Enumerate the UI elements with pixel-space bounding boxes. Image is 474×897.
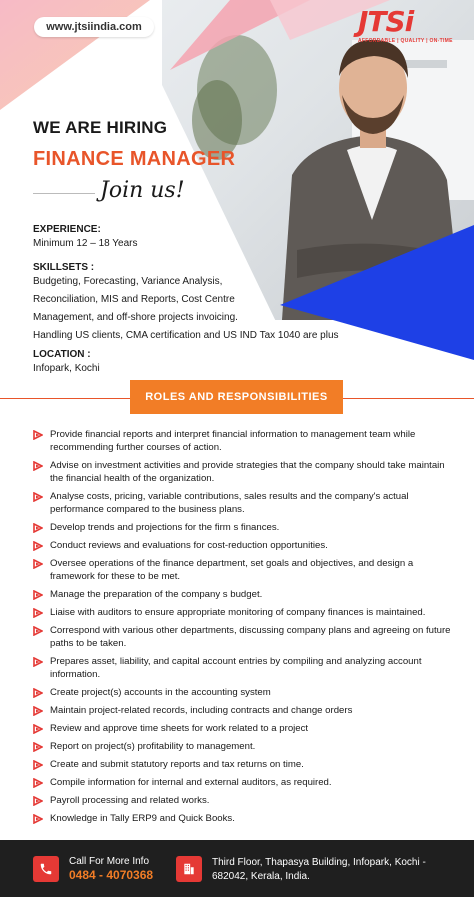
responsibility-item: [33, 606, 453, 619]
skills-line: Reconciliation, MIS and Reports, Cost Centre: [33, 294, 235, 305]
responsibility-item: [33, 624, 453, 650]
responsibility-item: [33, 557, 453, 583]
play-bullet-icon: [33, 608, 43, 618]
play-bullet-icon: [33, 814, 43, 824]
call-label: Call For More Info: [69, 856, 150, 867]
location-label: LOCATION :: [33, 349, 91, 360]
location-value: Infopark, Kochi: [33, 363, 100, 374]
play-bullet-icon: [33, 559, 43, 569]
responsibility-item: [33, 686, 453, 699]
responsibility-text: Correspond with various other departments, discussing company plans and agreeing on future paths to be taken.: [50, 625, 451, 649]
responsibility-item: [33, 812, 453, 825]
phone-number[interactable]: 0484 - 4070368: [69, 868, 154, 882]
responsibility-item: [33, 521, 453, 534]
skills-section: [33, 262, 339, 345]
play-bullet-icon: [33, 760, 43, 770]
responsibility-item: [33, 722, 453, 735]
play-bullet-icon: [33, 688, 43, 698]
join-us-script: Join us!: [100, 178, 185, 203]
responsibility-item: [33, 794, 453, 807]
responsibility-item: [33, 776, 453, 789]
responsibility-text: Maintain project-related records, including contracts and change orders: [50, 705, 353, 716]
responsibility-text: Payroll processing and related works.: [50, 795, 210, 806]
job-title: FINANCE MANAGER: [33, 148, 236, 170]
responsibility-item: [33, 539, 453, 552]
responsibility-item: [33, 740, 453, 753]
play-bullet-icon: [33, 626, 43, 636]
responsibility-item: [33, 459, 453, 485]
responsibility-text: Create project(s) accounts in the accounting system: [50, 687, 271, 698]
responsibility-text: Provide financial reports and interpret financial information to management team while recommending further courses of action.: [50, 429, 416, 453]
responsibility-text: Analyse costs, pricing, variable contributions, sales results and the company's actual performance compared to the business plans.: [50, 491, 409, 515]
play-bullet-icon: [33, 778, 43, 788]
responsibility-item: [33, 655, 453, 681]
skills-label: SKILLSETS :: [33, 262, 95, 273]
roles-heading-banner: ROLES AND RESPONSIBILITIES: [130, 380, 343, 414]
company-logo: [358, 5, 458, 44]
play-bullet-icon: [33, 492, 43, 502]
play-bullet-icon: [33, 523, 43, 533]
responsibility-item: [33, 704, 453, 717]
location-section: [33, 349, 100, 378]
responsibility-text: Advise on investment activities and provide strategies that the company should take maintain the financial health of the organization.: [50, 460, 445, 484]
hiring-heading: WE ARE HIRING: [33, 118, 168, 137]
join-divider: [33, 193, 95, 194]
skills-line: Budgeting, Forecasting, Variance Analysis,: [33, 276, 223, 287]
responsibility-item: [33, 758, 453, 771]
responsibility-text: Knowledge in Tally ERP9 and Quick Books.: [50, 813, 235, 824]
address-text: Third Floor, Thapasya Building, Infopark, Kochi - 682042, Kerala, India.: [212, 857, 426, 882]
responsibility-text: Develop trends and projections for the firm s finances.: [50, 522, 280, 533]
play-bullet-icon: [33, 706, 43, 716]
responsibilities-list: [33, 428, 453, 830]
experience-label: EXPERIENCE:: [33, 224, 101, 235]
play-bullet-icon: [33, 724, 43, 734]
responsibility-item: [33, 428, 453, 454]
phone-icon: [33, 856, 59, 882]
logo-text: JTSi: [358, 5, 414, 38]
experience-section: [33, 224, 138, 253]
responsibility-text: Conduct reviews and evaluations for cost-reduction opportunities.: [50, 540, 328, 551]
play-bullet-icon: [33, 461, 43, 471]
building-icon: [176, 856, 202, 882]
play-bullet-icon: [33, 657, 43, 667]
website-pill[interactable]: www.jtsiindia.com: [34, 17, 154, 37]
responsibility-item: [33, 588, 453, 601]
responsibility-text: Report on project(s) profitability to management.: [50, 741, 256, 752]
responsibility-text: Create and submit statutory reports and tax returns on time.: [50, 759, 304, 770]
responsibility-text: Oversee operations of the finance department, set goals and objectives, and design a framework for these to be met.: [50, 558, 414, 582]
skills-line: Management, and off-shore projects invoicing.: [33, 312, 238, 323]
play-bullet-icon: [33, 590, 43, 600]
responsibility-text: Prepares asset, liability, and capital account entries by compiling and analyzing account information.: [50, 656, 422, 680]
play-bullet-icon: [33, 541, 43, 551]
responsibility-text: Liaise with auditors to ensure appropriate monitoring of company finances is maintained.: [50, 607, 426, 618]
responsibility-text: Review and approve time sheets for work related to a project: [50, 723, 309, 734]
experience-value: Minimum 12 – 18 Years: [33, 238, 138, 249]
responsibility-text: Compile information for internal and external auditors, as required.: [50, 777, 332, 788]
play-bullet-icon: [33, 430, 43, 440]
responsibility-text: Manage the preparation of the company s budget.: [50, 589, 263, 600]
play-bullet-icon: [33, 742, 43, 752]
play-bullet-icon: [33, 796, 43, 806]
skills-line: Handling US clients, CMA certification and US IND Tax 1040 are plus: [33, 330, 339, 341]
logo-tagline: AFFORDABLE | QUALITY | ON-TIME: [358, 38, 453, 44]
top-pink-triangles: [170, 0, 390, 80]
responsibility-item: [33, 490, 453, 516]
